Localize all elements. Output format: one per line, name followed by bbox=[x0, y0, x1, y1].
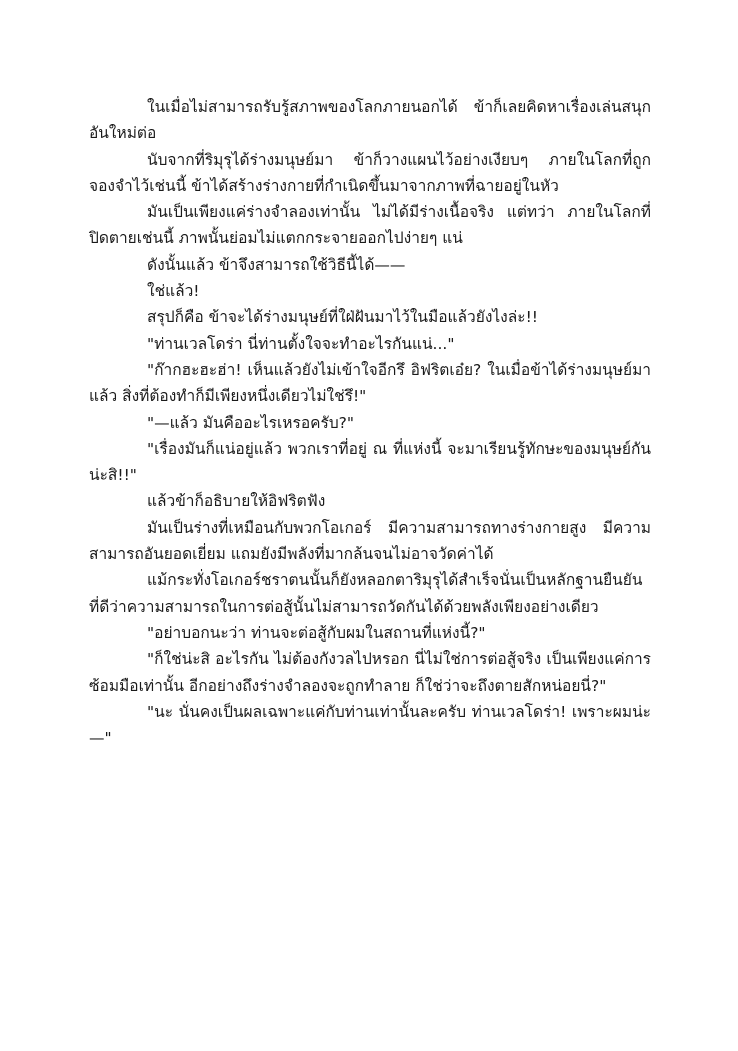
paragraph-16: "นะ นั่นคงเป็นผลเฉพาะแค่กับท่านเท่านั้นละครับ ท่านเวลโดร่า! เพราะผมน่ะ—" bbox=[89, 702, 651, 748]
paragraph-2: นับจากที่ริมุรุได้ร่างมนุษย์มา ข้าก็วางแผนไว้อย่างเงียบๆ ภายในโลกที่ถูกจองจำไว้เช่นนี้ ข้าได้สร้างร่างกายที่กำเนิดขึ้นมาจากภาพที่ฉายอยู่ในหัว bbox=[89, 150, 651, 195]
paragraph-4: ดังนั้นแล้ว ข้าจึงสามารถใช้วิธีนี้ได้—— bbox=[147, 255, 406, 274]
paragraph-14: "อย่าบอกนะว่า ท่านจะต่อสู้กับผมในสถานที่แห่งนี้?" bbox=[147, 623, 486, 642]
paragraph-6: สรุปก็คือ ข้าจะได้ร่างมนุษย์ที่ใฝ่ฝันมาไว้ในมือแล้วยังไงล่ะ!! bbox=[147, 308, 539, 327]
body-text bbox=[89, 94, 651, 751]
paragraph-5: ใช่แล้ว! bbox=[147, 282, 200, 301]
paragraph-10: "เรื่องมันก็แน่อยู่แล้ว พวกเราที่อยู่ ณ ที่แห่งนี้ จะมาเรียนรู้ทักษะของมนุษย์กันน่ะสิ!!" bbox=[89, 439, 651, 485]
paragraph-3: มันเป็นเพียงแค่ร่างจำลองเท่านั้น ไม่ได้มีร่างเนื้อจริง แต่ทว่า ภายในโลกที่ปิดตายเช่นนี้ ภาพนั้นย่อมไม่แตกกระจายออกไปง่ายๆ แน่ bbox=[89, 203, 651, 248]
paragraph-12: มันเป็นร่างที่เหมือนกับพวกโอเกอร์ มีความสามารถทางร่างกายสูง มีความสามารถอันยอดเยี่ยม แถมยังมีพลังที่มากล้นจนไม่อาจวัดค่าได้ bbox=[89, 518, 651, 564]
paragraph-11: แล้วข้าก็อธิบายให้อิฟริตฟัง bbox=[147, 492, 326, 511]
paragraph-1: ในเมื่อไม่สามารถรับรู้สภาพของโลกภายนอกได้ ข้าก็เลยคิดหาเรื่องเล่นสนุกอันใหม่ต่อ bbox=[89, 98, 651, 143]
paragraph-7: "ท่านเวลโดร่า นี่ท่านตั้งใจจะทำอะไรกันแน่..." bbox=[147, 334, 455, 353]
paragraph-8: "ก๊ากฮะฮะฮ่า! เห็นแล้วยังไม่เข้าใจอีกรึ อิฟริตเอ๋ย? ในเมื่อข้าได้ร่างมนุษย์มาแล้ว สิ่งที่ต้องทำก็มีเพียงหนึ่งเดียวไม่ใช่รึ!" bbox=[89, 360, 651, 406]
paragraph-13: แม้กระทั่งโอเกอร์ชราตนนั้นก็ยังหลอกตาริมุรุได้สำเร็จนั่นเป็นหลักฐานยืนยันที่ดีว่าความสามารถในการต่อสู้นั้นไม่สามารถวัดกันได้ด้วยพลังเพียงอย่างเดียว bbox=[89, 571, 643, 616]
paragraph-9: "—แล้ว มันคืออะไรเหรอครับ?" bbox=[147, 413, 355, 432]
paragraph-15: "ก็ใช่น่ะสิ อะไรกัน ไม่ต้องกังวลไปหรอก นี่ไม่ใช่การต่อสู้จริง เป็นเพียงแค่การซ้อมมือเท่านั้น อีกอย่างถึงร่างจำลองจะถูกทำลาย ก็ใช่ว่าจะถึงตายสักหน่อยนี่?" bbox=[89, 650, 651, 695]
